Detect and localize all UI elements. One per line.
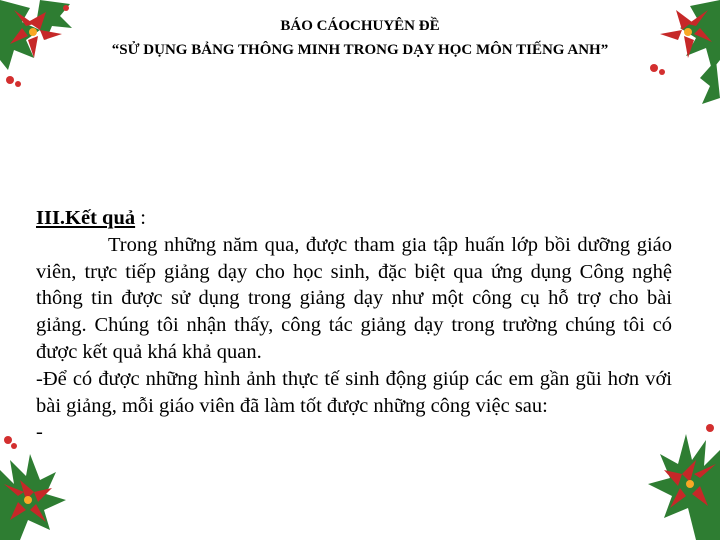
section-heading-suffix: : xyxy=(135,207,146,229)
slide-content xyxy=(36,205,672,446)
poinsettia-holly-icon xyxy=(0,430,70,540)
slide-header xyxy=(60,14,660,62)
paragraph-dash: - xyxy=(36,421,43,444)
report-subtitle: “SỬ DỤNG BẢNG THÔNG MINH TRONG DẠY HỌC MÔN TIẾNG ANH” xyxy=(111,42,609,58)
section-heading: III.Kết quả xyxy=(36,207,136,229)
report-title: BÁO CÁOCHUYÊN ĐỀ xyxy=(280,18,440,34)
section-heading-line xyxy=(36,205,672,232)
paragraph-results: Trong những năm qua, được tham gia tập huấn lớp bồi dưỡng giáo viên, trực tiếp giảng dạy cho học sinh, đặc biệt qua ứng dụng Công nghệ thông tin được sử dụng trong giảng dạy như một công cụ hỗ trợ cho bài giảng. Chúng tôi nhận thấy, công tác giảng dạy trong trường chúng tôi có được kết quả khá khả quan. xyxy=(36,233,672,363)
paragraph-tasks: -Để có được những hình ảnh thực tế sinh động giúp các em gần gũi hơn với bài giảng, mỗi giáo viên đã làm tốt được những công việc sau: xyxy=(36,367,672,417)
